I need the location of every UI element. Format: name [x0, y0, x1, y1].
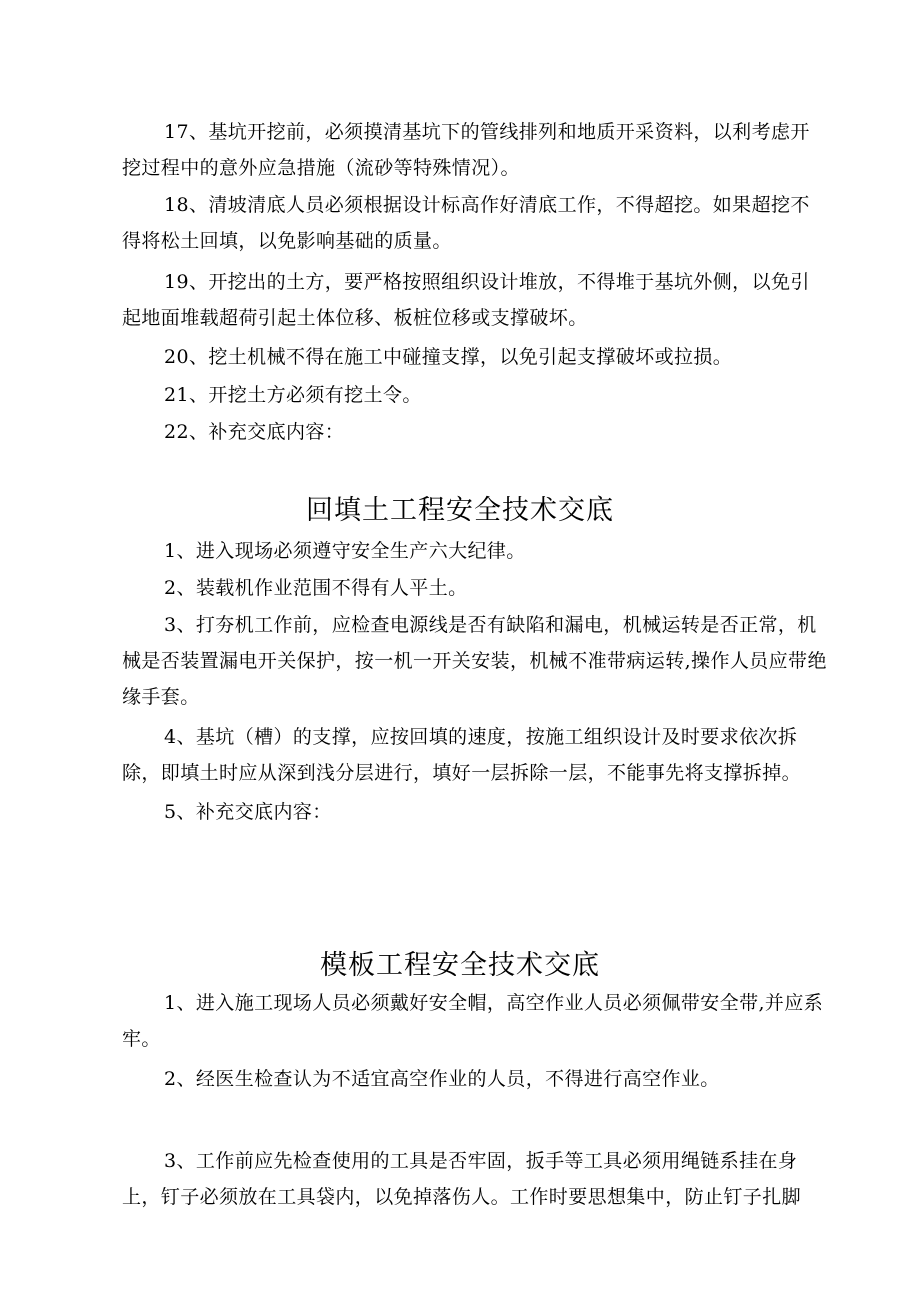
backfill-item-2: 2、装载机作业范围不得有人平土。 — [164, 577, 468, 599]
paragraph-22: 22、补充交底内容： — [164, 421, 345, 443]
formwork-section-title: 模板工程安全技术交底 — [320, 950, 600, 981]
backfill-item-3: 3、打夯机工作前，应检查电源线是否有缺陷和漏电，机械运转是否正常，机械是否装置漏电开关保护，按一机一开关安装，机械不准带病运转,操作人员应带绝缘手套。 — [122, 614, 827, 708]
paragraph-19: 19、开挖出的土方，要严格按照组织设计堆放，不得堆于基坑外侧，以免引起地面堆载超荷引起土体位移、板桩位移或支撑破坏。 — [122, 271, 810, 329]
backfill-item-4: 4、基坑（槽）的支撑，应按回填的速度，按施工组织设计及时要求依次拆除，即填土时应从深到浅分层进行，填好一层拆除一层，不能事先将支撑拆掉。 — [122, 726, 802, 784]
formwork-item-1: 1、进入施工现场人员必须戴好安全帽，高空作业人员必须佩带安全带,并应系牢。 — [122, 992, 824, 1050]
paragraph-21: 21、开挖土方必须有挖土令。 — [164, 384, 422, 406]
backfill-section-title: 回填土工程安全技术交底 — [306, 495, 614, 526]
paragraph-20: 20、挖土机械不得在施工中碰撞支撑，以免引起支撑破坏或拉损。 — [164, 346, 733, 368]
paragraph-17: 17、基坑开挖前，必须摸清基坑下的管线排列和地质开采资料，以利考虑开挖过程中的意外应急措施（流砂等特殊情况）。 — [122, 121, 810, 179]
backfill-item-5: 5、补充交底内容： — [164, 801, 332, 823]
backfill-item-1: 1、进入现场必须遵守安全生产六大纪律。 — [164, 540, 526, 562]
formwork-item-2: 2、经医生检查认为不适宜高空作业的人员，不得进行高空作业。 — [164, 1068, 720, 1090]
paragraph-18: 18、清坡清底人员必须根据设计标高作好清底工作，不得超挖。如果超挖不得将松土回填，以免影响基础的质量。 — [122, 194, 810, 252]
formwork-item-3: 3、工作前应先检查使用的工具是否牢固，扳手等工具必须用绳链系挂在身上，钉子必须放在工具袋内，以免掉落伤人。工作时要思想集中，防止钉子扎脚 — [122, 1150, 802, 1208]
